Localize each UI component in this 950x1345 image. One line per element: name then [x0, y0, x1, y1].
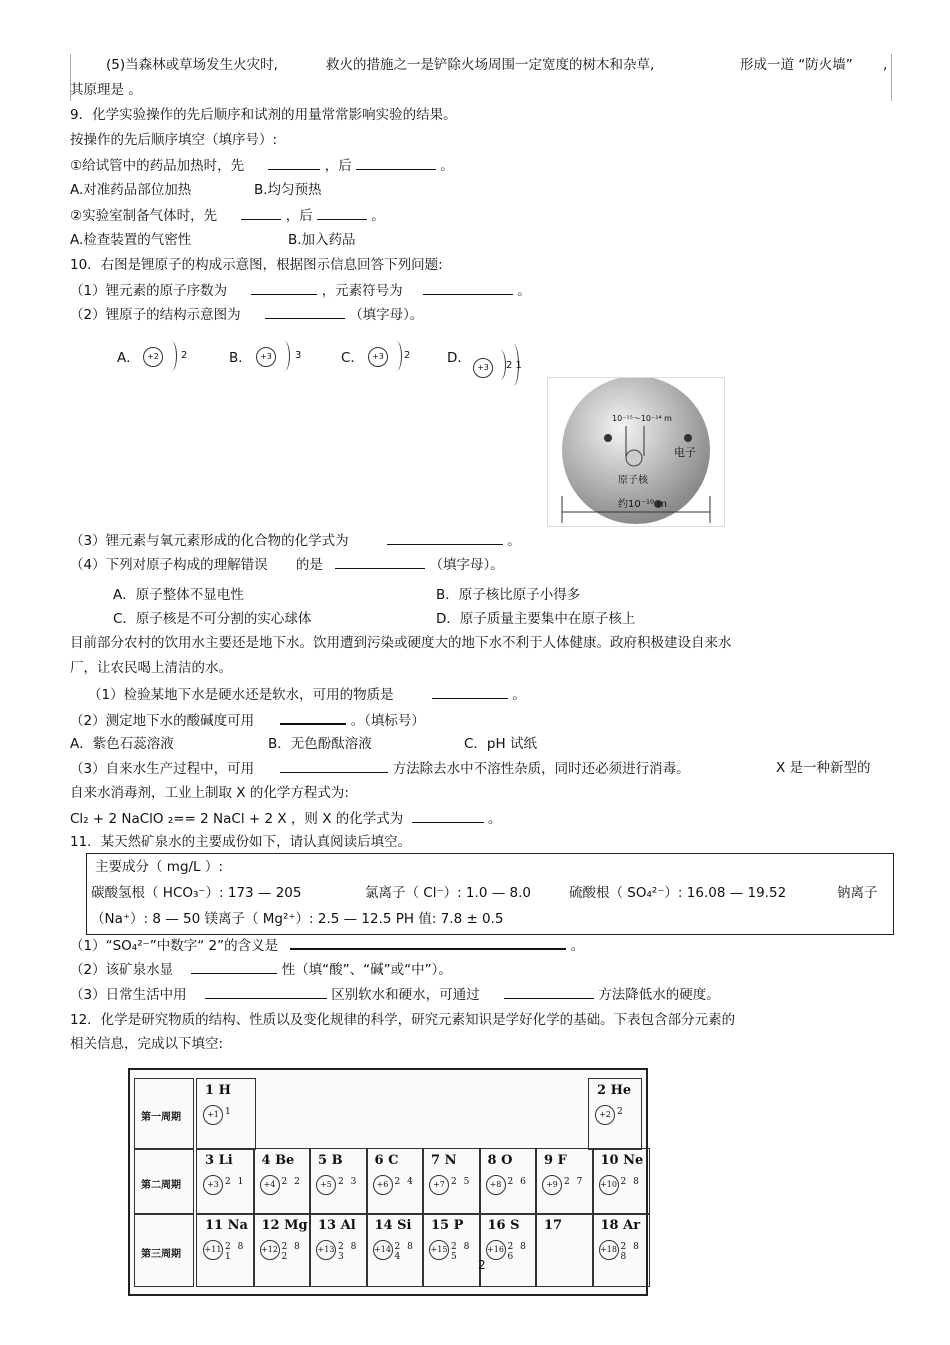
q11-p3-c: 方法降低水的硬度。 [598, 987, 720, 1003]
element-shells: 2 2 [281, 1177, 302, 1187]
q10-p4-opt-d: D．原子质量主要集中在原子核上 [436, 611, 636, 627]
q10-p4-b: 的是 [295, 557, 323, 573]
water-p2-a: （2）测定地下水的酸碱度可用 [70, 713, 255, 729]
element-nucleus: +11 [203, 1240, 223, 1260]
element-name: 2 He [597, 1083, 632, 1098]
q10-opt-a-shells: 2 [181, 350, 188, 361]
element-cell [196, 1148, 255, 1215]
element-nucleus: +15 [429, 1240, 449, 1260]
q9-s1-a: ①给试管中的药品加热时，先 [70, 158, 245, 174]
q10-p4-blank[interactable] [335, 555, 425, 569]
period-1-label: 第一周期 [141, 1112, 181, 1123]
q10-p2-blank[interactable] [265, 305, 345, 319]
q10-opt-b-shells: 3 [295, 350, 302, 361]
q11-box-l2b: 氯离子（ Cl⁻）: 1.0 — 8.0 [365, 885, 531, 901]
water-p1-a: （1）检验某地下水是硬水还是软水，可用的物质是 [88, 687, 394, 703]
period-3-label: 第三周期 [141, 1249, 181, 1260]
q8-5-part2: 救火的措施之一是铲除火场周围一定宽度的树木和杂草, [326, 57, 655, 73]
element-shells: 2 5 [451, 1177, 472, 1187]
q11-composition-box [86, 853, 894, 935]
period-2-label: 第二周期 [141, 1180, 181, 1191]
water-p3-blank[interactable] [280, 759, 388, 773]
element-nucleus: +2 [595, 1105, 615, 1125]
water-intro1: 目前部分农村的饮用水主要还是地下水。饮用遭到污染或硬度大的地下水不利于人体健康。政府积极建设自来水 [70, 635, 732, 651]
element-name: 18 Ar [600, 1218, 641, 1233]
element-cell [588, 1078, 642, 1150]
element-name: 9 F [544, 1153, 567, 1168]
q10-opt-b-nucleus: +3 [256, 347, 276, 367]
q8-5-line2: 其原理是 。 [70, 82, 142, 98]
element-shells: 2 1 [225, 1177, 246, 1187]
q10-p1-a: （1）锂元素的原子序数为 [70, 283, 228, 299]
water-eq-a: Cl₂ + 2 NaClO ₂== 2 NaCl + 2 X ，则 X 的化学式为 [70, 811, 404, 827]
q9-step2 [70, 206, 385, 225]
q10-p1-b: ，元素符号为 [321, 283, 403, 299]
element-name: 15 P [431, 1218, 464, 1233]
element-cell [196, 1078, 256, 1150]
water-eq-blank[interactable] [412, 809, 484, 823]
element-cell [253, 1148, 312, 1215]
water-p2-b: 。（填标号） [350, 713, 425, 729]
element-cell [535, 1148, 594, 1215]
water-p1 [88, 685, 526, 704]
q10-opt-d-letter: D． [447, 350, 471, 366]
q10-p1 [70, 281, 531, 300]
q12-line2: 相关信息，完成以下填空: [70, 1036, 224, 1052]
q10-p4-c: （填字母）。 [429, 557, 504, 573]
element-shells: 2 6 [507, 1177, 528, 1187]
element-name: 5 B [318, 1153, 343, 1168]
q10-p4-opt-b: B．原子核比原子小得多 [436, 587, 581, 603]
element-cell [253, 1213, 312, 1287]
element-nucleus: +4 [260, 1175, 280, 1195]
element-cell [592, 1148, 651, 1215]
q10-p1-blank1[interactable] [251, 281, 317, 295]
element-cell [309, 1148, 368, 1215]
element-cell [479, 1213, 538, 1287]
element-nucleus: +7 [429, 1175, 449, 1195]
periodic-table [128, 1068, 648, 1296]
q9-s1-opt-b: B.均匀预热 [254, 182, 322, 198]
q10-p4-opt-c: C．原子核是不可分割的实心球体 [113, 611, 312, 627]
element-name: 3 Li [205, 1153, 233, 1168]
q11-box-l1: 主要成分（ mg/L ）: [95, 859, 223, 875]
element-nucleus: +3 [203, 1175, 223, 1195]
q10-p3-b: 。 [507, 533, 521, 549]
element-name: 10 Ne [600, 1153, 644, 1168]
water-p3-a: （3）自来水生产过程中，可用 [70, 761, 255, 777]
element-shells: 2 8 6 [507, 1242, 528, 1262]
element-name: 13 Al [318, 1218, 356, 1233]
element-shells: 2 8 1 [225, 1242, 246, 1262]
q9-s2-opt-a: A.检查装置的气密性 [70, 232, 192, 248]
q10-p2 [70, 305, 423, 324]
q11-p2-b: 性（填“酸”、“碱”或“中”）。 [281, 962, 452, 978]
q12-line1: 12．化学是研究物质的结构、性质以及变化规律的科学，研究元素知识是学好化学的基础。下表包含部分元素的 [70, 1012, 736, 1028]
q10-opt-d-nucleus: +3 [473, 358, 493, 378]
element-name: 8 O [487, 1153, 513, 1168]
q9-s2-blank1[interactable] [241, 206, 281, 220]
water-opt-b: B．无色酚酞溶液 [268, 736, 372, 752]
element-name: 14 Si [374, 1218, 412, 1233]
q9-s2-opt-b: B.加入药品 [288, 232, 356, 248]
q9-s1-opt-a: A.对准药品部位加热 [70, 182, 192, 198]
q11-box-l2a: 碳酸氢根（ HCO₃⁻）: 173 — 205 [91, 885, 302, 901]
q11-p2-blank[interactable] [191, 960, 277, 974]
q9-s2-b: ，后 [285, 208, 313, 224]
q8-5-part1: (5)当森林或草场发生火灾时, [106, 57, 278, 73]
q10-opt-b-shell-arc [279, 341, 290, 371]
water-opt-a: A．紫色石蕊溶液 [70, 736, 174, 752]
element-shells: 2 [617, 1107, 625, 1117]
element-name: 17 [544, 1218, 563, 1233]
element-name: 6 C [374, 1153, 399, 1168]
q10-p3 [70, 531, 521, 550]
q9-s2-blank2[interactable] [317, 206, 367, 220]
q10-opt-a-letter: A． [117, 350, 140, 366]
element-name: 12 Mg [261, 1218, 308, 1233]
water-p3-line2: 自来水消毒剂，工业上制取 X 的化学方程式为: [70, 785, 349, 801]
element-nucleus: +13 [316, 1240, 336, 1260]
water-equation [70, 809, 501, 828]
element-shells: 2 8 2 [281, 1242, 302, 1262]
element-name: 11 Na [205, 1218, 248, 1233]
element-cell [366, 1213, 425, 1287]
element-cell [309, 1213, 368, 1287]
element-nucleus: +16 [486, 1240, 506, 1260]
q9-s1-blank2[interactable] [356, 156, 436, 170]
water-eq-b: 。 [487, 811, 502, 827]
q9-s2-c: 。 [371, 208, 385, 224]
element-nucleus: +8 [486, 1175, 506, 1195]
q10-p1-c: 。 [517, 283, 531, 299]
q10-opt-a-nucleus: +2 [143, 347, 163, 367]
q10-opt-a-shell-arc [166, 341, 177, 371]
element-shells: 2 3 [338, 1177, 359, 1187]
q10-p2-a: （2）锂原子的结构示意图为 [70, 307, 241, 323]
water-p2-blank[interactable] [280, 710, 346, 725]
q10-opt-c-shells: 2 [404, 350, 411, 361]
q9-title: 9．化学实验操作的先后顺序和试剂的用量常常影响实验的结果。 [70, 107, 457, 123]
water-p2 [70, 710, 425, 730]
element-cell [366, 1148, 425, 1215]
element-name: 16 S [487, 1218, 520, 1233]
element-cell [422, 1213, 481, 1287]
q10-opt-d-shell-arc-1 [495, 350, 506, 380]
element-shells: 2 8 [620, 1177, 641, 1187]
lithium-atom-figure [547, 377, 725, 527]
q10-p4-opt-a: A．原子整体不显电性 [113, 587, 244, 603]
water-p3 [70, 759, 690, 778]
q11-p3-b: 区别软水和硬水，可通过 [331, 987, 480, 1003]
q11-p1 [70, 935, 584, 955]
q9-s1-c: 。 [440, 158, 454, 174]
q10-p1-blank2[interactable] [423, 281, 513, 295]
q8-5-part3: 形成一道 “防火墙” [740, 57, 853, 73]
element-cell [535, 1213, 594, 1287]
element-shells: 2 8 8 [620, 1242, 641, 1262]
q11-box-l3: （Na⁺）: 8 — 50 镁离子（ Mg²⁺）: 2.5 — 12.5 PH 值: 7.8 ± 0.5 [91, 911, 504, 927]
element-nucleus: +9 [542, 1175, 562, 1195]
element-name: 1 H [205, 1083, 231, 1098]
element-nucleus: +14 [373, 1240, 393, 1260]
q8-5-part4: , [883, 57, 888, 73]
q10-opt-b-letter: B． [229, 350, 252, 366]
element-nucleus: +12 [260, 1240, 280, 1260]
q9-s1-blank1[interactable] [268, 156, 320, 170]
q10-p4-a: （4）下列对原子构成的理解错误 [70, 557, 268, 573]
element-cell [196, 1213, 255, 1287]
element-nucleus: +1 [203, 1105, 223, 1125]
q11-p3-a: （3）日常生活中用 [70, 987, 187, 1003]
page-number: 2 [478, 1258, 486, 1272]
element-shells: 2 8 5 [451, 1242, 472, 1262]
q11-p1-blank[interactable] [290, 935, 566, 950]
element-shells: 2 4 [394, 1177, 415, 1187]
element-name: 4 Be [261, 1153, 295, 1168]
q9-step1 [70, 156, 454, 175]
q10-opt-c-shell-arc [391, 341, 402, 371]
q10-p3-blank[interactable] [387, 531, 503, 545]
element-cell [479, 1148, 538, 1215]
element-nucleus: +6 [373, 1175, 393, 1195]
q10-opt-c-letter: C． [341, 350, 364, 366]
water-p1-blank[interactable] [432, 685, 508, 699]
q11-p3 [70, 985, 720, 1004]
q11-p3-blank1[interactable] [205, 985, 327, 999]
q11-box-l2c: 硫酸根（ SO₄²⁻）: 16.08 — 19.52 [569, 885, 787, 901]
q9-intro: 按操作的先后顺序填空（填序号）: [70, 132, 278, 148]
atom-nucleus-label: 原子核 [618, 475, 648, 486]
water-opt-c: C．pH 试纸 [464, 736, 537, 752]
element-cell [592, 1213, 651, 1287]
q11-p2 [70, 960, 452, 979]
q11-box-l2d: 钠离子 [837, 885, 878, 901]
atom-scale-top: 10⁻¹⁵～10⁻¹⁴ m [612, 414, 672, 423]
atom-scale-bottom: 约10⁻¹⁰ m [618, 499, 667, 510]
q11-p2-a: （2）该矿泉水显 [70, 962, 174, 978]
q10-title: 10．右图是锂原子的构成示意图，根据图示信息回答下列问题: [70, 257, 443, 273]
water-p1-b: 。 [512, 687, 526, 703]
water-intro2: 厂，让农民喝上清洁的水。 [70, 660, 232, 676]
q10-p2-b: （填字母）。 [349, 307, 424, 323]
element-shells: 1 [225, 1107, 233, 1117]
element-cell [422, 1148, 481, 1215]
element-shells: 2 7 [564, 1177, 585, 1187]
q11-p3-blank2[interactable] [504, 985, 594, 999]
element-name: 7 N [431, 1153, 457, 1168]
water-p3-b: 方法除去水中不溶性杂质，同时还必须进行消毒。 [392, 761, 690, 777]
element-shells: 2 8 3 [338, 1242, 359, 1262]
element-nucleus: +10 [599, 1175, 619, 1195]
q9-s2-a: ②实验室制备气体时，先 [70, 208, 218, 224]
q10-p3-a: （3）锂元素与氧元素形成的化合物的化学式为 [70, 533, 349, 549]
q10-opt-c-nucleus: +3 [368, 347, 388, 367]
element-nucleus: +5 [316, 1175, 336, 1195]
atom-electron-label: 电子 [674, 446, 696, 459]
q10-p4 [70, 555, 504, 574]
q11-p1-b: 。 [570, 938, 585, 954]
element-shells: 2 8 4 [394, 1242, 415, 1262]
q9-s1-b: ，后 [324, 158, 352, 174]
element-nucleus: +18 [599, 1240, 619, 1260]
q10-opt-d-shells: 2 1 [506, 360, 522, 371]
water-p3-c: X 是一种新型的 [776, 760, 871, 776]
q11-p1-a: （1）“SO₄²⁻”中数字“ 2”的含义是 [70, 938, 279, 954]
q11-title: 11．某天然矿泉水的主要成份如下，请认真阅读后填空。 [70, 834, 412, 850]
